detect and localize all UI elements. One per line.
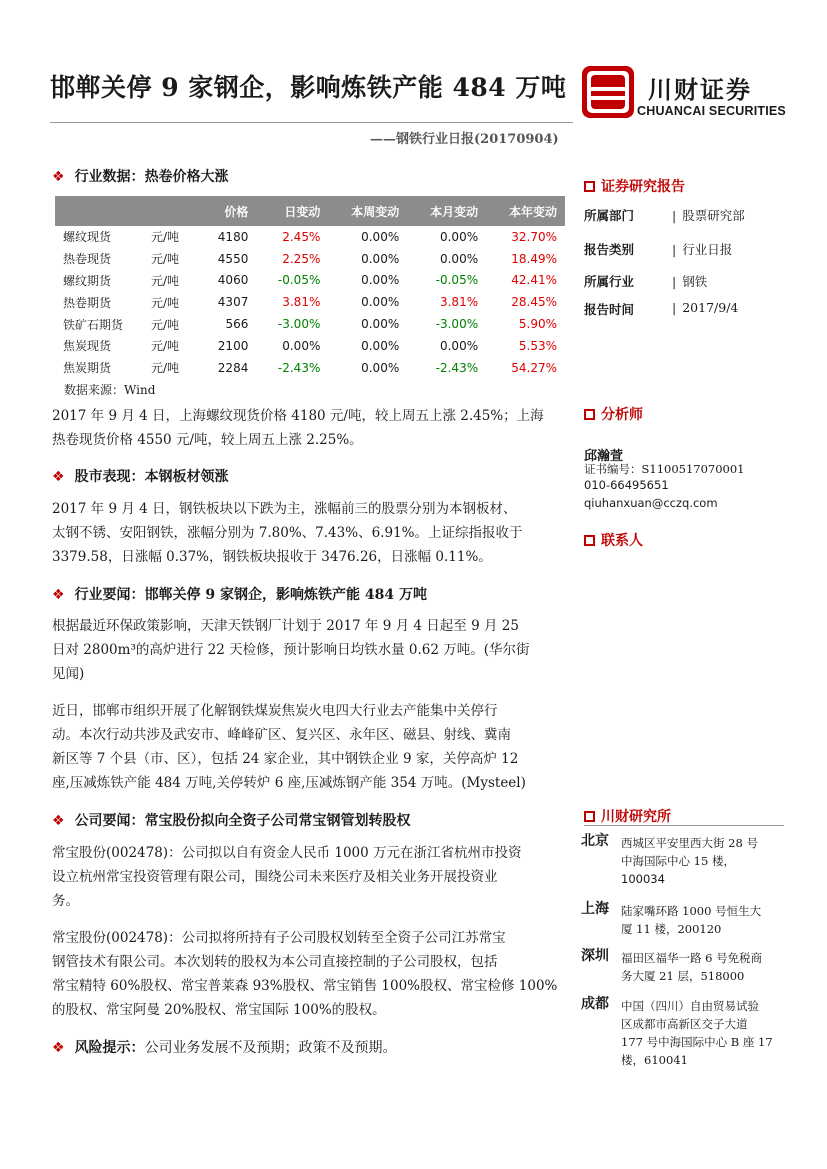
text-line: 务。 (52, 893, 79, 909)
table-row (55, 335, 565, 357)
table-header: 本周变动 (328, 196, 407, 226)
table-cell-week: 0.00% (361, 295, 400, 310)
info-value: | 行业日报 (672, 242, 733, 257)
table-cell-year: 5.90% (518, 317, 557, 332)
address-line: 楼，610041 (621, 1053, 688, 1067)
table-header (55, 196, 143, 226)
address-line: 100034 (621, 872, 665, 886)
table-cell-unit: 元/吨 (151, 252, 180, 267)
table-cell-price: 4180 (217, 229, 249, 244)
table-cell-week: 0.00% (361, 317, 400, 332)
text-line: 2017 年 9 月 4 日，钢铁板块以下跌为主，涨幅前三的股票分别为本钢板材、 (52, 501, 517, 517)
table-header: 本年变动 (486, 196, 565, 226)
text-line: 动。本次行动共涉及武安市、峰峰矿区、复兴区、永年区、磁县、射线、冀南 (52, 727, 511, 743)
section-market (52, 466, 229, 486)
table-cell-unit: 元/吨 (151, 295, 180, 310)
table-row (55, 313, 565, 335)
text-line: 常宝精特 60%股权、常宝普莱森 93%股权、常宝销售 100%股权、常宝检修 100% (52, 978, 558, 994)
address-line: 177 号中海国际中心 B 座 17 (621, 1035, 773, 1049)
diamond-bullet-icon: ❖ (52, 813, 65, 829)
paragraph-company-1 (52, 841, 565, 913)
analyst-email[interactable]: qiuhanxuan@cczq.com (584, 496, 718, 510)
address-line: 务大厦 21 层，518000 (621, 969, 745, 983)
section-label: 行业要闻： (74, 587, 145, 603)
analyst-heading (584, 404, 643, 424)
text-line: 常宝股份(002478)：公司拟将所持有子公司股权划转至全资子公司江苏常宝 (52, 930, 506, 946)
table-cell-year: 32.70% (511, 229, 557, 244)
table-cell-week: 0.00% (361, 360, 400, 375)
address-line: 陆家嘴环路 1000 号恒生大 (621, 904, 762, 918)
header-divider (50, 122, 573, 123)
diamond-bullet-icon: ❖ (52, 1040, 65, 1056)
institute-heading (584, 806, 671, 826)
table-cell-day: 3.81% (282, 295, 321, 310)
heading-text: 分析师 (601, 407, 643, 423)
square-bullet-icon (584, 811, 595, 822)
table-cell-month: 0.00% (439, 338, 479, 353)
table-cell-price: 4307 (217, 295, 249, 310)
paragraph-news-2 (52, 699, 565, 795)
section-label: 公司要闻： (74, 813, 145, 829)
office-address (621, 997, 781, 1069)
table-cell-unit: 元/吨 (151, 339, 180, 354)
info-value: | 钢铁 (672, 274, 708, 289)
sidebar-divider (584, 825, 784, 826)
text-line: 3379.58，日涨幅 0.37%，钢铁板块报收于 3476.26，日涨幅 0.11%。 (52, 549, 492, 565)
section-news (52, 584, 427, 604)
section-title: 常宝股份拟向全资子公司常宝钢管划转股权 (144, 813, 411, 829)
table-cell-month: -0.05% (435, 273, 479, 288)
contact-heading (584, 530, 643, 550)
table-header: 本月变动 (407, 196, 486, 226)
analyst-phone: 010-66495651 (584, 478, 669, 492)
price-table (55, 196, 565, 379)
table-cell-price: 2284 (217, 360, 249, 375)
table-cell-month: -2.43% (435, 360, 479, 375)
report-subtitle: ——钢铁行业日报(20170904) (370, 132, 559, 147)
office-city: 深圳 (581, 948, 609, 964)
info-value: | 2017/9/4 (672, 300, 739, 315)
table-header (143, 196, 199, 226)
office-city: 成都 (581, 996, 609, 1012)
table-cell-year: 42.41% (511, 273, 557, 288)
table-cell-week: 0.00% (361, 338, 400, 353)
analyst-cert: 证书编号：S1100517070001 (584, 462, 745, 476)
table-cell-unit: 元/吨 (151, 361, 180, 376)
table-cell-year: 18.49% (511, 251, 557, 266)
table-cell-name: 螺纹期货 (63, 273, 112, 288)
section-label: 股市表现： (74, 469, 145, 485)
text-line: 2017 年 9 月 4 日，上海螺纹现货价格 4180 元/吨，较上周五上涨 2.45%；上海 (52, 408, 544, 424)
office-address (621, 834, 781, 888)
address-line: 福田区福华一路 6 号免税商 (621, 951, 763, 965)
table-cell-day: 0.00% (282, 338, 321, 353)
address-line: 西城区平安里西大街 28 号 (621, 836, 758, 850)
logo-chinese-name: 川财证券 (648, 76, 752, 104)
text-line: 日对 2800m³的高炉进行 22 天检修，预计影响日均铁水量 0.62 万吨。(华尔街 (52, 642, 530, 658)
table-header: 价格 (199, 196, 256, 226)
table-cell-price: 2100 (217, 338, 249, 353)
paragraph-market (52, 497, 565, 569)
section-industry-data (52, 166, 229, 186)
text-line: 太钢不锈、安阳钢铁，涨幅分别为 7.80%、7.43%、6.91%。上证综指报收于 (52, 525, 523, 541)
table-cell-week: 0.00% (361, 251, 400, 266)
square-bullet-icon (584, 535, 595, 546)
table-cell-name: 焦炭期货 (63, 361, 112, 376)
address-line: 区成都市高新区交子大道 (621, 1017, 748, 1031)
table-cell-month: 3.81% (439, 295, 479, 310)
info-key: 报告类别 (584, 242, 635, 257)
table-cell-price: 4550 (217, 251, 249, 266)
table-cell-year: 28.45% (511, 295, 557, 310)
text-line: 的股权、常宝阿曼 20%股权、常宝国际 100%的股权。 (52, 1002, 386, 1018)
table-cell-price: 566 (225, 317, 249, 332)
table-cell-month: -3.00% (435, 317, 479, 332)
section-title: 本钢板材领涨 (144, 469, 229, 485)
table-cell-unit: 元/吨 (151, 273, 180, 288)
office-address (621, 902, 781, 938)
paragraph-company-2 (52, 926, 565, 1022)
table-cell-day: -3.00% (277, 317, 321, 332)
heading-text: 川财研究所 (601, 809, 671, 825)
table-cell-day: 2.45% (282, 229, 321, 244)
info-key: 报告时间 (584, 302, 635, 317)
square-bullet-icon (584, 409, 595, 420)
table-cell-unit: 元/吨 (151, 317, 180, 332)
table-row (55, 270, 565, 292)
section-title: 热卷价格大涨 (144, 169, 229, 185)
text-line: 新区等 7 个县（市、区），包括 24 家企业，其中钢铁企业 9 家，关停高炉 12 (52, 751, 519, 767)
text-line: 根据最近环保政策影响，天津天铁钢厂计划于 2017 年 9 月 4 日起至 9 月 25 (52, 618, 519, 634)
info-key: 所属部门 (584, 208, 635, 223)
table-cell-month: 0.00% (439, 229, 479, 244)
table-cell-year: 54.27% (511, 360, 557, 375)
paragraph-news-1 (52, 614, 565, 686)
table-cell-month: 0.00% (439, 251, 479, 266)
table-cell-day: 2.25% (282, 251, 321, 266)
table-row (55, 357, 565, 379)
report-heading (584, 176, 685, 196)
square-bullet-icon (584, 181, 595, 192)
table-cell-name: 焦炭现货 (63, 339, 112, 354)
section-label: 行业数据： (74, 169, 145, 185)
table-cell-name: 热卷现货 (63, 252, 112, 267)
table-cell-week: 0.00% (361, 273, 400, 288)
table-row (55, 226, 565, 248)
table-header: 日变动 (256, 196, 328, 226)
table-row (55, 291, 565, 313)
heading-text: 联系人 (601, 533, 643, 549)
address-line: 厦 11 楼，200120 (621, 922, 722, 936)
table-cell-day: -2.43% (277, 360, 321, 375)
table-cell-name: 铁矿石期货 (63, 317, 124, 332)
text-line: 热卷现货价格 4550 元/吨，较上周五上涨 2.25%。 (52, 432, 363, 448)
address-line: 中海国际中心 15 楼， (621, 854, 735, 868)
table-row (55, 248, 565, 270)
logo-english-name: CHUANCAI SECURITIES (637, 104, 786, 118)
section-company (52, 810, 411, 830)
table-cell-price: 4060 (217, 273, 249, 288)
table-cell-unit: 元/吨 (151, 230, 180, 245)
analyst-name: 邱瀚萱 (584, 449, 624, 464)
chuancai-logo-icon (582, 66, 634, 118)
table-cell-name: 螺纹现货 (63, 230, 112, 245)
text-line: 设立杭州常宝投资管理有限公司，围绕公司未来医疗及相关业务开展投资业 (52, 869, 498, 885)
text-line: 钢管技术有限公司。本次划转的股权为本公司直接控制的子公司股权，包括 (52, 954, 498, 970)
text-line: 座,压减炼铁产能 484 万吨,关停转炉 6 座,压减炼钢产能 354 万吨。(Mysteel) (52, 775, 526, 791)
info-key: 所属行业 (584, 274, 635, 289)
data-source: 数据来源：Wind (64, 383, 156, 397)
heading-text: 证券研究报告 (601, 179, 685, 195)
address-line: 中国（四川）自由贸易试验 (621, 999, 759, 1013)
office-city: 上海 (581, 901, 609, 917)
section-title: 邯郸关停 9 家钢企，影响炼铁产能 484 万吨 (144, 587, 428, 603)
text-line: 常宝股份(002478)：公司拟以自有资金人民币 1000 万元在浙江省杭州市投资 (52, 845, 522, 861)
info-value: | 股票研究部 (672, 208, 745, 223)
section-risk (52, 1037, 397, 1057)
paragraph-price (52, 404, 565, 452)
table-cell-week: 0.00% (361, 229, 400, 244)
risk-text: 公司业务发展不及预期；政策不及预期。 (144, 1040, 397, 1056)
office-address (621, 949, 781, 985)
report-title: 邯郸关停 9 家钢企，影响炼铁产能 484 万吨 (50, 73, 567, 102)
section-label: 风险提示： (74, 1040, 145, 1056)
text-line: 近日，邯郸市组织开展了化解钢铁煤炭焦炭火电四大行业去产能集中关停行 (52, 703, 498, 719)
diamond-bullet-icon: ❖ (52, 469, 65, 485)
diamond-bullet-icon: ❖ (52, 169, 65, 185)
office-city: 北京 (581, 833, 609, 849)
table-cell-year: 5.53% (518, 338, 557, 353)
table-header-row (55, 196, 565, 226)
text-line: 见闻) (52, 666, 85, 682)
table-cell-day: -0.05% (277, 273, 321, 288)
diamond-bullet-icon: ❖ (52, 587, 65, 603)
table-cell-name: 热卷期货 (63, 295, 112, 310)
